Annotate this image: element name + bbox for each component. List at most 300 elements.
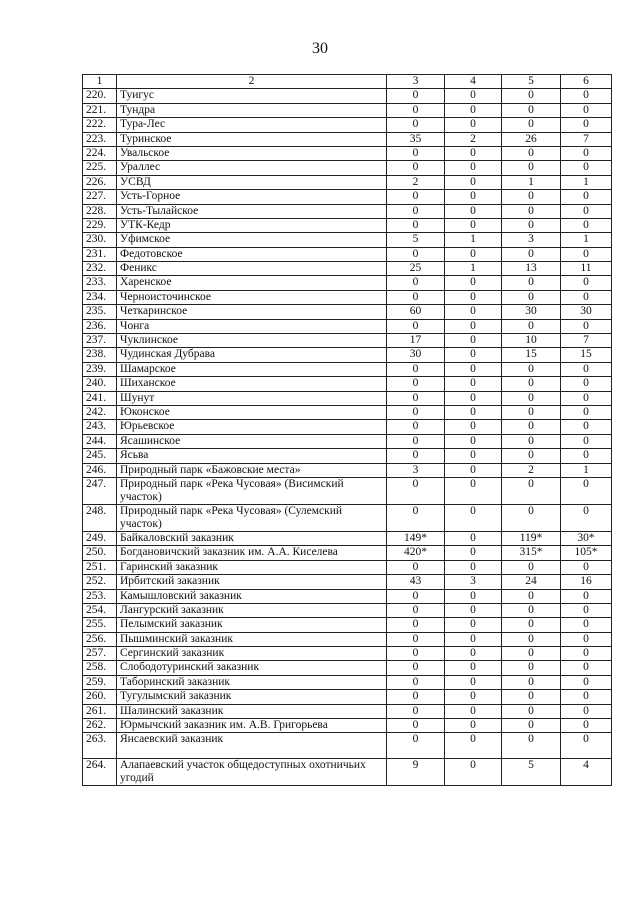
table-row [83, 420, 612, 434]
row-col-5: 0 [502, 704, 561, 718]
row-col-5: 15 [502, 348, 561, 362]
row-col-3: 30 [387, 348, 445, 362]
row-number: 227. [83, 190, 117, 204]
row-name: Таборинский заказник [117, 675, 387, 689]
table-body [83, 75, 612, 786]
row-col-5: 0 [502, 504, 561, 531]
row-number: 258. [83, 661, 117, 675]
header-row [83, 75, 612, 89]
row-col-6: 7 [561, 334, 612, 348]
row-col-4: 0 [445, 531, 502, 545]
row-col-5: 3 [502, 233, 561, 247]
table-row [83, 348, 612, 362]
table-row [83, 204, 612, 218]
row-number: 230. [83, 233, 117, 247]
row-number: 237. [83, 334, 117, 348]
row-col-4: 0 [445, 175, 502, 189]
row-number: 254. [83, 603, 117, 617]
table-row [83, 175, 612, 189]
table-row [83, 704, 612, 718]
row-col-3: 0 [387, 118, 445, 132]
row-number: 262. [83, 719, 117, 733]
row-col-4: 0 [445, 603, 502, 617]
page-number: 30 [312, 40, 328, 57]
table-row [83, 334, 612, 348]
row-col-5: 0 [502, 190, 561, 204]
row-col-4: 0 [445, 589, 502, 603]
row-col-6: 0 [561, 449, 612, 463]
row-col-5: 0 [502, 218, 561, 232]
row-name: Сергинский заказник [117, 647, 387, 661]
row-col-5: 0 [502, 434, 561, 448]
table-row [83, 449, 612, 463]
row-col-3: 0 [387, 161, 445, 175]
row-col-5: 0 [502, 276, 561, 290]
row-col-6: 0 [561, 89, 612, 103]
table-row [83, 690, 612, 704]
row-col-3: 0 [387, 391, 445, 405]
row-name: Байкаловский заказник [117, 531, 387, 545]
row-name: Туигус [117, 89, 387, 103]
row-col-3: 0 [387, 704, 445, 718]
row-col-6: 0 [561, 477, 612, 504]
row-name: Шалинский заказник [117, 704, 387, 718]
row-col-5: 0 [502, 675, 561, 689]
row-number: 263. [83, 733, 117, 759]
row-col-4: 0 [445, 759, 502, 786]
row-name: Слободотуринский заказник [117, 661, 387, 675]
table-row [83, 463, 612, 477]
row-col-3: 0 [387, 434, 445, 448]
row-col-4: 0 [445, 218, 502, 232]
row-col-3: 0 [387, 504, 445, 531]
row-col-6: 0 [561, 405, 612, 419]
row-col-4: 0 [445, 690, 502, 704]
row-number: 239. [83, 362, 117, 376]
row-number: 229. [83, 218, 117, 232]
row-col-5: 0 [502, 477, 561, 504]
table-row [83, 262, 612, 276]
table-row [83, 560, 612, 574]
row-name: Харенское [117, 276, 387, 290]
row-col-5: 315* [502, 546, 561, 560]
row-name: Чуклинское [117, 334, 387, 348]
row-col-3: 5 [387, 233, 445, 247]
row-number: 238. [83, 348, 117, 362]
row-col-3: 0 [387, 103, 445, 117]
row-col-3: 0 [387, 449, 445, 463]
row-number: 220. [83, 89, 117, 103]
row-col-3: 149* [387, 531, 445, 545]
row-col-3: 43 [387, 575, 445, 589]
row-col-6: 0 [561, 434, 612, 448]
row-col-3: 420* [387, 546, 445, 560]
row-col-4: 1 [445, 233, 502, 247]
row-number: 226. [83, 175, 117, 189]
row-name: Шунут [117, 391, 387, 405]
table-row [83, 319, 612, 333]
table-row [83, 647, 612, 661]
row-col-4: 0 [445, 434, 502, 448]
row-col-3: 0 [387, 733, 445, 759]
row-col-4: 0 [445, 733, 502, 759]
row-col-4: 0 [445, 247, 502, 261]
row-col-5: 119* [502, 531, 561, 545]
table-row [83, 118, 612, 132]
row-col-4: 1 [445, 262, 502, 276]
row-number: 234. [83, 290, 117, 304]
row-col-4: 0 [445, 546, 502, 560]
row-col-3: 60 [387, 305, 445, 319]
row-col-3: 0 [387, 477, 445, 504]
row-name: Янсаевский заказник [117, 733, 387, 759]
row-col-3: 3 [387, 463, 445, 477]
row-name: Камышловский заказник [117, 589, 387, 603]
row-col-4: 0 [445, 118, 502, 132]
row-col-3: 0 [387, 719, 445, 733]
row-col-5: 0 [502, 733, 561, 759]
row-col-5: 0 [502, 405, 561, 419]
row-number: 256. [83, 632, 117, 646]
header-col-2: 2 [117, 75, 387, 89]
row-col-4: 0 [445, 362, 502, 376]
row-col-6: 4 [561, 759, 612, 786]
row-col-4: 0 [445, 348, 502, 362]
row-number: 261. [83, 704, 117, 718]
row-number: 225. [83, 161, 117, 175]
row-col-3: 0 [387, 690, 445, 704]
row-number: 232. [83, 262, 117, 276]
table-row [83, 103, 612, 117]
row-col-6: 0 [561, 290, 612, 304]
row-number: 244. [83, 434, 117, 448]
row-number: 240. [83, 377, 117, 391]
row-col-6: 7 [561, 132, 612, 146]
row-name: Чонга [117, 319, 387, 333]
row-col-4: 0 [445, 103, 502, 117]
row-col-6: 0 [561, 647, 612, 661]
row-col-4: 0 [445, 146, 502, 160]
row-name: Пелымский заказник [117, 618, 387, 632]
row-col-3: 0 [387, 618, 445, 632]
row-number: 257. [83, 647, 117, 661]
row-col-6: 15 [561, 348, 612, 362]
row-col-6: 0 [561, 319, 612, 333]
row-number: 235. [83, 305, 117, 319]
row-name: Гаринский заказник [117, 560, 387, 574]
table-row [83, 190, 612, 204]
row-col-6: 0 [561, 161, 612, 175]
table-row [83, 477, 612, 504]
header-col-1: 1 [83, 75, 117, 89]
row-name: Усть-Тылайское [117, 204, 387, 218]
row-name: Ясьва [117, 449, 387, 463]
row-col-6: 30* [561, 531, 612, 545]
row-name: Шамарское [117, 362, 387, 376]
table-row [83, 89, 612, 103]
header-col-6: 6 [561, 75, 612, 89]
row-col-4: 3 [445, 575, 502, 589]
row-col-3: 25 [387, 262, 445, 276]
row-col-4: 0 [445, 190, 502, 204]
row-col-5: 0 [502, 103, 561, 117]
row-col-4: 0 [445, 647, 502, 661]
row-number: 231. [83, 247, 117, 261]
table-row [83, 233, 612, 247]
row-col-6: 0 [561, 690, 612, 704]
row-name: Природный парк «Река Чусовая» (Сулемский участок) [117, 504, 387, 531]
row-col-4: 0 [445, 405, 502, 419]
table-row [83, 218, 612, 232]
row-col-3: 0 [387, 204, 445, 218]
row-name: Природный парк «Река Чусовая» (Висимский участок) [117, 477, 387, 504]
row-col-5: 0 [502, 290, 561, 304]
row-col-6: 0 [561, 675, 612, 689]
row-col-6: 0 [561, 204, 612, 218]
row-col-5: 0 [502, 391, 561, 405]
row-name: Черноисточинское [117, 290, 387, 304]
row-col-5: 5 [502, 759, 561, 786]
row-col-4: 0 [445, 504, 502, 531]
row-name: Лангурский заказник [117, 603, 387, 617]
row-name: Природный парк «Бажовские места» [117, 463, 387, 477]
row-col-4: 2 [445, 132, 502, 146]
table-row [83, 733, 612, 759]
row-col-6: 0 [561, 118, 612, 132]
row-col-5: 1 [502, 175, 561, 189]
row-col-4: 0 [445, 290, 502, 304]
row-number: 221. [83, 103, 117, 117]
table-row [83, 719, 612, 733]
row-col-3: 0 [387, 420, 445, 434]
row-col-6: 11 [561, 262, 612, 276]
row-name: Ирбитский заказник [117, 575, 387, 589]
row-col-4: 0 [445, 661, 502, 675]
row-col-5: 26 [502, 132, 561, 146]
row-col-5: 0 [502, 647, 561, 661]
row-number: 264. [83, 759, 117, 786]
row-number: 224. [83, 146, 117, 160]
row-col-3: 0 [387, 647, 445, 661]
row-number: 248. [83, 504, 117, 531]
table-row [83, 405, 612, 419]
row-col-4: 0 [445, 334, 502, 348]
table-row [83, 589, 612, 603]
row-col-3: 0 [387, 632, 445, 646]
row-col-6: 0 [561, 704, 612, 718]
row-col-3: 17 [387, 334, 445, 348]
row-col-4: 0 [445, 305, 502, 319]
table-row [83, 132, 612, 146]
row-col-6: 0 [561, 603, 612, 617]
row-col-6: 0 [561, 276, 612, 290]
row-col-6: 0 [561, 377, 612, 391]
row-number: 251. [83, 560, 117, 574]
row-number: 255. [83, 618, 117, 632]
table-row [83, 362, 612, 376]
row-col-5: 24 [502, 575, 561, 589]
row-name: Тугулымский заказник [117, 690, 387, 704]
row-col-3: 0 [387, 560, 445, 574]
row-col-6: 105* [561, 546, 612, 560]
row-col-4: 0 [445, 463, 502, 477]
row-col-5: 0 [502, 362, 561, 376]
row-col-5: 2 [502, 463, 561, 477]
row-number: 245. [83, 449, 117, 463]
row-number: 250. [83, 546, 117, 560]
row-col-3: 0 [387, 247, 445, 261]
row-col-6: 0 [561, 618, 612, 632]
row-number: 247. [83, 477, 117, 504]
row-col-5: 0 [502, 618, 561, 632]
row-col-6: 0 [561, 146, 612, 160]
row-col-3: 0 [387, 362, 445, 376]
row-col-3: 0 [387, 146, 445, 160]
table-row [83, 290, 612, 304]
row-number: 222. [83, 118, 117, 132]
row-number: 242. [83, 405, 117, 419]
row-col-4: 0 [445, 704, 502, 718]
row-col-4: 0 [445, 449, 502, 463]
row-col-6: 1 [561, 463, 612, 477]
row-col-3: 2 [387, 175, 445, 189]
table-row [83, 247, 612, 261]
row-col-5: 0 [502, 603, 561, 617]
table-row [83, 618, 612, 632]
row-col-4: 0 [445, 204, 502, 218]
row-number: 228. [83, 204, 117, 218]
row-name: Туринское [117, 132, 387, 146]
table-row [83, 434, 612, 448]
row-col-5: 0 [502, 420, 561, 434]
row-number: 233. [83, 276, 117, 290]
row-name: Ураллес [117, 161, 387, 175]
row-col-4: 0 [445, 377, 502, 391]
row-col-4: 0 [445, 719, 502, 733]
table-row [83, 603, 612, 617]
row-col-6: 16 [561, 575, 612, 589]
row-name: Четкаринское [117, 305, 387, 319]
row-name: УСВД [117, 175, 387, 189]
row-col-4: 0 [445, 675, 502, 689]
row-col-3: 0 [387, 276, 445, 290]
row-col-6: 0 [561, 391, 612, 405]
row-col-4: 0 [445, 391, 502, 405]
row-col-3: 0 [387, 319, 445, 333]
row-col-5: 0 [502, 89, 561, 103]
row-col-5: 0 [502, 204, 561, 218]
row-col-6: 0 [561, 632, 612, 646]
table-row [83, 305, 612, 319]
row-col-4: 0 [445, 477, 502, 504]
row-col-3: 0 [387, 190, 445, 204]
row-number: 259. [83, 675, 117, 689]
row-name: Усть-Горное [117, 190, 387, 204]
row-number: 223. [83, 132, 117, 146]
row-col-5: 0 [502, 118, 561, 132]
row-col-6: 0 [561, 190, 612, 204]
table-row [83, 146, 612, 160]
row-col-6: 0 [561, 103, 612, 117]
row-col-6: 1 [561, 233, 612, 247]
row-col-6: 0 [561, 504, 612, 531]
row-col-5: 0 [502, 146, 561, 160]
row-number: 249. [83, 531, 117, 545]
row-col-6: 0 [561, 560, 612, 574]
row-number: 253. [83, 589, 117, 603]
row-col-5: 0 [502, 719, 561, 733]
hunting-grounds-table [82, 74, 612, 786]
row-col-3: 0 [387, 661, 445, 675]
row-col-5: 0 [502, 661, 561, 675]
table-row [83, 661, 612, 675]
header-col-5: 5 [502, 75, 561, 89]
table-row [83, 377, 612, 391]
row-col-5: 30 [502, 305, 561, 319]
row-number: 236. [83, 319, 117, 333]
row-col-4: 0 [445, 618, 502, 632]
row-name: Шиханское [117, 377, 387, 391]
row-name: Алапаевский участок общедоступных охотничьих угодий [117, 759, 387, 786]
row-col-4: 0 [445, 319, 502, 333]
row-col-4: 0 [445, 560, 502, 574]
row-col-3: 0 [387, 290, 445, 304]
row-col-4: 0 [445, 632, 502, 646]
table-row [83, 759, 612, 786]
row-col-3: 0 [387, 405, 445, 419]
row-name: Богдановичский заказник им. А.А. Киселева [117, 546, 387, 560]
header-col-3: 3 [387, 75, 445, 89]
row-col-6: 0 [561, 719, 612, 733]
row-col-4: 0 [445, 276, 502, 290]
row-col-6: 0 [561, 589, 612, 603]
row-name: Увальское [117, 146, 387, 160]
row-col-5: 0 [502, 560, 561, 574]
row-col-5: 0 [502, 632, 561, 646]
row-name: УТК-Кедр [117, 218, 387, 232]
table-row [83, 161, 612, 175]
row-col-5: 0 [502, 589, 561, 603]
row-col-5: 0 [502, 449, 561, 463]
row-name: Юконское [117, 405, 387, 419]
row-col-6: 0 [561, 661, 612, 675]
row-number: 243. [83, 420, 117, 434]
row-number: 252. [83, 575, 117, 589]
table-row [83, 276, 612, 290]
row-col-6: 1 [561, 175, 612, 189]
table-row [83, 504, 612, 531]
row-col-4: 0 [445, 89, 502, 103]
table-row [83, 575, 612, 589]
row-name: Уфимское [117, 233, 387, 247]
row-col-5: 0 [502, 690, 561, 704]
row-col-6: 0 [561, 362, 612, 376]
row-name: Юрмычский заказник им. А.В. Григорьева [117, 719, 387, 733]
row-col-5: 0 [502, 319, 561, 333]
table-row [83, 531, 612, 545]
row-name: Федотовское [117, 247, 387, 261]
row-name: Пышминский заказник [117, 632, 387, 646]
table-row [83, 675, 612, 689]
row-name: Феникс [117, 262, 387, 276]
row-col-3: 0 [387, 218, 445, 232]
row-name: Тура-Лес [117, 118, 387, 132]
row-number: 260. [83, 690, 117, 704]
row-col-5: 0 [502, 247, 561, 261]
table-row [83, 391, 612, 405]
row-col-6: 0 [561, 247, 612, 261]
row-col-4: 0 [445, 161, 502, 175]
